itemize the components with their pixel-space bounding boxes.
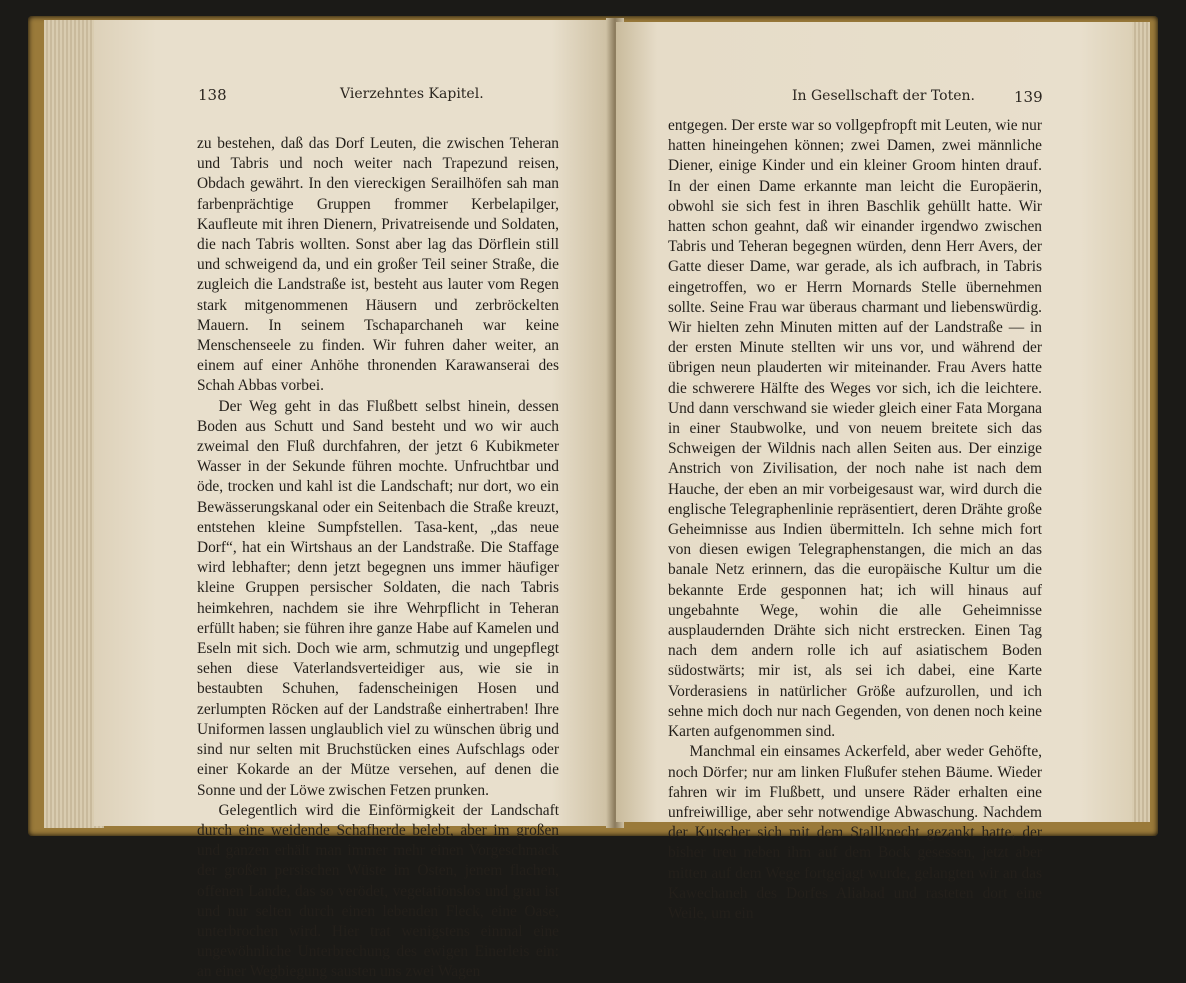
paragraph: zu bestehen, daß das Dorf Leuten, die zwischen Teheran und Tabris und noch weiter nach Trapezund reisen, Obdach gewährt. In den viereckigen Serailhöfen sah man farbenprächtige Gruppen frommer Kerbelapilger, Kaufleute mit ihren Dienern, Privatreisende und Soldaten, die nach Tabris wollten. Sonst aber lag das Dörflein still und schweigend da, und ein großer Teil seiner Straße, die zugleich die Landstraße ist, besteht aus lauter vom Regen stark mitgenommenen Häusern und zerbröckelten Mauern. In seinem Tschaparchaneh war keine Menschenseele zu finden. Wir fuhren daher weiter, an einem auf einer Anhöhe thronenden Karawanserai des Schah Abbas vorbei. [197, 135, 559, 395]
left-page-number: 138 [198, 86, 227, 104]
right-running-head: In Gesellschaft der Toten. [792, 88, 975, 104]
paragraph: Gelegentlich wird die Einförmigkeit der Landschaft durch eine weidende Schafherde belebt, aber im großen und ganzen erhält man immer mehr einen Vorgeschmack der großen persischen Wüste im Osten, jenem flachen, offenen Lande, das so verödet, vegetationslos und grau ist und nur selten durch einen lebenden Fleck, eine Oase, unterbrochen wird. Hier trat wenigstens einmal eine ungewöhnliche Unterbrechung des ewigen Einerleis ein: an einer Wegbiegung sausten uns zwei Wagen [197, 801, 559, 981]
left-page [94, 20, 614, 981]
paragraph: Der Weg geht in das Flußbett selbst hinein, dessen Boden aus Schutt und Sand besteht und wo wir auch zweimal den Fluß durchfahren, der jetzt 6 Kubikmeter Wasser in der Sekunde führen mochte. Unfruchtbar und öde, trocken und kahl ist die Landschaft; nur dort, wo ein Bewässerungskanal oder ein Seitenbach die Straße kreuzt, entstehen kleine Sumpfstellen. Tasa-kent, „das neue Dorf“, hat ein Wirtshaus an der Landstraße. Die Staffage wird lebhafter; denn jetzt begegnen uns immer häufiger kleine Gruppen persischer Soldaten, die nach Tabris heimkehren, nachdem sie ihre Wehrpflicht in Teheran erfüllt haben; sie führen ihre ganze Habe auf Kamelen und Eseln mit sich. Doch wie arm, schmutzig und ungepflegt sehen diese Vaterlandsverteidiger aus, wie sie in bestaubten Schuhen, fadenscheinigen Hosen und zerlumpten Röcken auf der Landstraße einhertraben! Ihre Uniformen lassen unglaublich viel zu wünschen übrig und sind nur selten mit Bruchstücken eines Aufschlags oder einer Kokarde an der Mütze versehen, auf denen die Sonne und der Löwe zwischen Fetzen prunken. [197, 397, 559, 799]
left-running-head: Vierzehntes Kapitel. [340, 86, 484, 102]
right-page [616, 22, 1132, 922]
paragraph: entgegen. Der erste war so vollgepfropft mit Leuten, wie nur hatten hineingehen können; zwei Damen, zwei männliche Diener, einige Kinder und ein kleiner Groom hinten drauf. In der einen Dame erkannte man leicht die Europäerin, obwohl sie sich fest in ihren Baschlik gehüllt hatte. Wir hatten schon geahnt, daß wir einander irgendwo zwischen Tabris und Teheran begegnen würden, denn Herr Avers, der Gatte dieser Dame, war gerade, als ich aufbrach, in Tabris eingetroffen, wo er Herrn Mornards Stelle übernehmen sollte. Seine Frau war überaus charmant und liebenswürdig. Wir hielten zehn Minuten mitten auf der Landstraße — in der ersten Minute stellten wir uns vor, und während der übrigen neun plauderten wir miteinander. Frau Avers hatte die schwerere Hälfte des Weges vor sich, ich die leichtere. Und dann verschwand sie wieder gleich einer Fata Morgana in einer Staubwolke, und von neuem breitete sich das Schweigen der Wildnis nach allen Seiten aus. Der einzige Anstrich von Zivilisation, der noch nahe ist nach dem Hauche, der eben an mir vorbeigesaust war, wird durch die englische Telegraphenlinie repräsentiert, deren Drähte große Geheimnisse aus Indien übermitteln. Ich sehne mich fort von diesen ewigen Telegraphenstangen, die mich an das banale Netz erinnern, das die europäische Kultur um die bekannte Erde gesponnen hat; ich will hinaus auf ungebahnte Wege, wohin die alle Geheimnisse ausplaudernden Drähte sich nicht erstrecken. Einen Tag nach dem andern rolle ich auf asiatischem Boden südostwärts; mir ist, als sei ich dabei, eine Karte Vorderasiens in natürlicher Größe aufzurollen, und ich sehne mich doch nur nach Gegenden, von denen noch keine Karten aufgenommen sind. [668, 117, 1042, 741]
right-page-text [668, 116, 1042, 924]
left-page-text [197, 134, 559, 983]
right-page-number: 139 [1014, 88, 1043, 106]
paragraph: Manchmal ein einsames Ackerfeld, aber weder Gehöfte, noch Dörfer; nur am linken Flußufer stehen Bäume. Wieder fahren wir im Flußbett, und unsere Räder erhalten eine unfreiwillige, aber sehr notwendige Abwaschung. Nachdem der Kutscher sich mit dem Stallknecht gezankt hatte, der bisher treu neben ihm auf dem Bock gesessen, jetzt aber mitten auf dem Wege fortgejagt wurde, gelangten wir an das Kawechaneh des Dorfes Aliabad und rasteten dort eine Weile, um ein [668, 743, 1042, 922]
